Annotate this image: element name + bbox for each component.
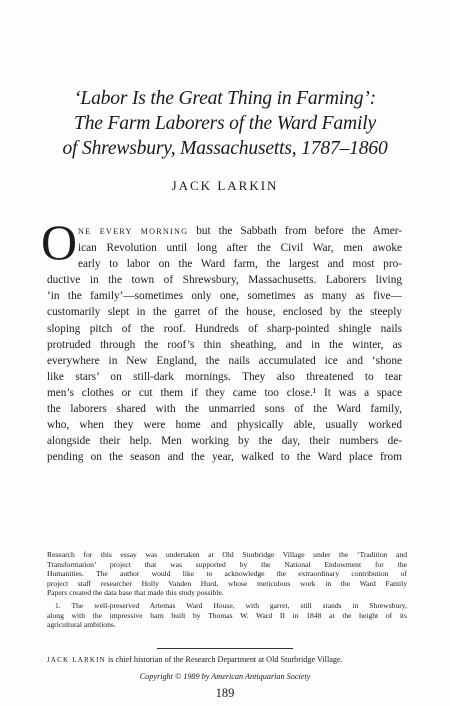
article-title <box>30 86 420 161</box>
body-line: like stars’ on still-dark mornings. They also threatened to tear <box>47 370 402 383</box>
body-line: ductive in the town of Shrewsbury, Massachusetts. Laborers living <box>47 274 402 287</box>
body-line: ican Revolution until long after the Civil War, men awoke <box>78 242 402 255</box>
article-body <box>41 214 402 465</box>
body-line: pending on the season and the year, walked to the Ward place from <box>47 451 402 464</box>
body-line: men’s clothes or cut them if they came too close.¹ It was a space <box>47 386 402 399</box>
footnote-line: project staff researcher Holly Vanden Hurd, whose meticulous work in the Ward Family <box>47 578 407 588</box>
article-author: JACK LARKIN <box>171 178 279 193</box>
copyright-line: Copyright © 1989 by American Antiquarian Society <box>139 672 311 681</box>
author-bio-text: is chief historian of the Research Department at Old Sturbridge Village. <box>105 655 343 664</box>
acknowledgment-note <box>47 550 407 598</box>
footnote-line: Papers created the data base that made this study possible. <box>47 588 224 598</box>
footnote-line: Transformation’ project that was supported by the National Endowment for the <box>47 559 407 569</box>
opening-smallcaps: NE EVERY MORNING <box>78 227 189 236</box>
opening-line-text: but the Sabbath from before the Amer- <box>188 225 402 237</box>
author-bio <box>47 655 407 664</box>
title-line: The Farm Laborers of the Ward Family <box>74 113 376 134</box>
title-line: of Shrewsbury, Massachusetts, 1787–1860 <box>62 138 388 159</box>
body-line: alongside their help. Men working by the day, their numbers de- <box>47 435 402 448</box>
footnote-line: 1. The well-preserved Artemas Ward House, with garret, still stands in Shrewsbury, <box>55 600 407 610</box>
footnote-line: Humanities. The author would like to acknowledge the extraordinary contribution of <box>47 569 407 579</box>
body-line: protruded through the roof’s thin sheathing, and in the winter, as <box>47 338 402 351</box>
footnote-divider <box>157 648 293 649</box>
body-line: early to labor on the Ward farm, the largest and most pro- <box>78 258 402 271</box>
page-number: 189 <box>215 686 235 700</box>
footnote-line: Research for this essay was undertaken at Old Sturbridge Village under the ‘Tradition and <box>47 550 407 559</box>
title-line: ‘Labor Is the Great Thing in Farming’: <box>74 88 376 109</box>
body-line: who, when they were home and physically able, usually worked <box>47 419 402 432</box>
footnote-line: along with the impressive barn built by Thomas W. Ward II in 1848 at the height of its <box>47 610 407 620</box>
body-line: the laborers shared with the unmarried sons of the Ward family, <box>47 403 402 416</box>
body-line: everywhere in New England, the nails accumulated ice and ‘shone <box>47 354 402 367</box>
body-line: ‘in the family’—sometimes only one, sometimes as many as five— <box>47 290 402 303</box>
body-line <box>47 223 402 240</box>
body-line: customarily slept in the garret of the house, enclosed by the steeply <box>47 306 402 319</box>
drop-cap: O <box>41 214 78 270</box>
author-bio-name: JACK LARKIN <box>47 656 106 664</box>
footnote-line: agricultural ambitions. <box>47 620 116 630</box>
body-line: sloping pitch of the roof. Hundreds of sharp-pointed shingle nails <box>47 322 402 335</box>
footnotes <box>47 550 407 630</box>
footnote-1 <box>47 601 407 630</box>
